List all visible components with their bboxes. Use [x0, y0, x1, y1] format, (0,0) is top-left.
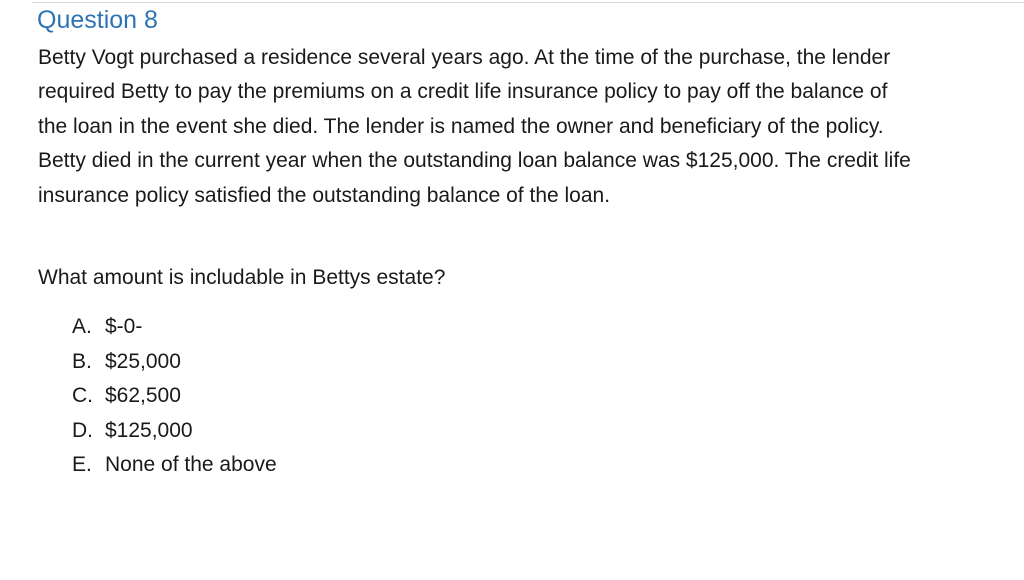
- option-letter: A.: [72, 315, 92, 338]
- answer-option-b[interactable]: [72, 345, 277, 380]
- option-text: $125,000: [105, 418, 193, 442]
- option-text: $62,500: [105, 384, 181, 407]
- answer-option-d[interactable]: [72, 414, 277, 449]
- question-prompt: What amount is includable in Bettys estate?: [38, 266, 446, 289]
- answer-options: [72, 310, 277, 483]
- top-divider: [32, 2, 1024, 3]
- question-text: Betty Vogt purchased a residence several years ago. At the time of the purchase, the lender required Betty to pay the premiums on a credit life insurance policy to pay off the balance of the loan in the event she died. The lender is named the owner and beneficiary of the policy. Betty died in the current year when the outstanding loan balance was $125,000. The credit life insurance policy satisfied the outstanding balance of the loan.: [38, 46, 911, 207]
- question-heading: Question 8: [37, 6, 158, 34]
- option-letter: E.: [72, 453, 92, 476]
- answer-option-e[interactable]: [72, 448, 277, 483]
- option-text: None of the above: [105, 453, 277, 476]
- option-text: $25,000: [105, 349, 181, 373]
- answer-option-a[interactable]: [72, 310, 277, 345]
- answer-option-c[interactable]: [72, 379, 277, 414]
- option-text: $-0-: [105, 315, 143, 338]
- option-letter: D.: [72, 418, 93, 442]
- option-letter: B.: [72, 349, 92, 373]
- option-letter: C.: [72, 384, 93, 407]
